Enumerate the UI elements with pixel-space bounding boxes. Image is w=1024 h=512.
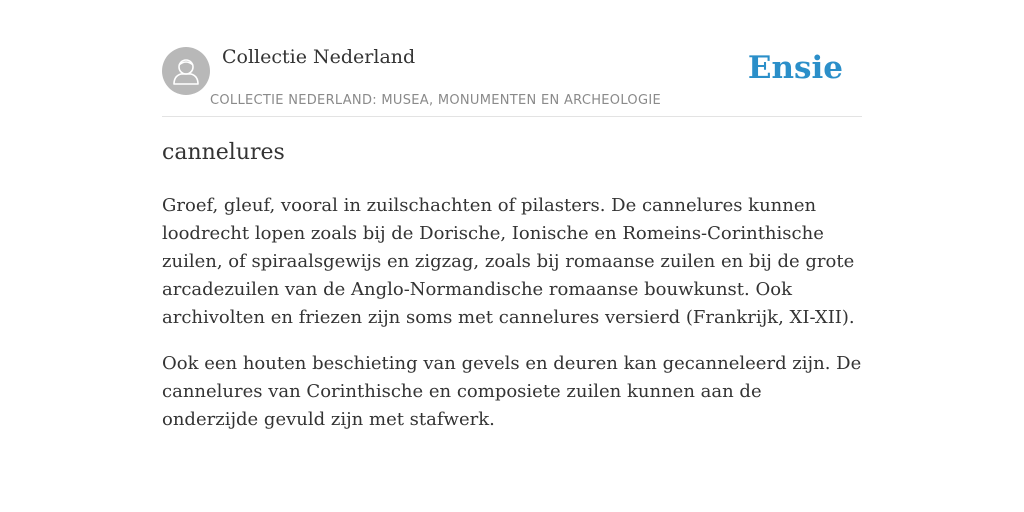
user-avatar-icon[interactable] — [162, 47, 210, 95]
entry-paragraph: Groef, gleuf, vooral in zuilschachten of pilasters. De cannelures kunnen loodrecht lopen zoals bij de Dorische, Ionische en Romeins-Corinthische zuilen, of spiraalsgewijs en zigzag, zoals bij romaanse zuilen en bij de grote arcadezuilen van de Anglo-Normandische romaanse bouwkunst. Ook archivolten en friezen zijn soms met cannelures versierd (Frankrijk, XI-XII). — [162, 195, 855, 328]
entry-paragraph: Ook een houten beschieting van gevels en deuren kan gecanneleerd zijn. De cannelures van Corinthische en composiete zuilen kunnen aan de onderzijde gevuld zijn met stafwerk. — [162, 353, 862, 430]
entry-term: cannelures — [162, 140, 285, 165]
ensie-logo-link[interactable]: Ensie — [747, 50, 843, 86]
source-name-link[interactable]: Collectie Nederland — [222, 46, 416, 68]
source-header — [162, 44, 862, 117]
source-description: COLLECTIE NEDERLAND: MUSEA, MONUMENTEN EN ARCHEOLOGIE — [210, 93, 661, 108]
entry-body — [162, 192, 862, 452]
